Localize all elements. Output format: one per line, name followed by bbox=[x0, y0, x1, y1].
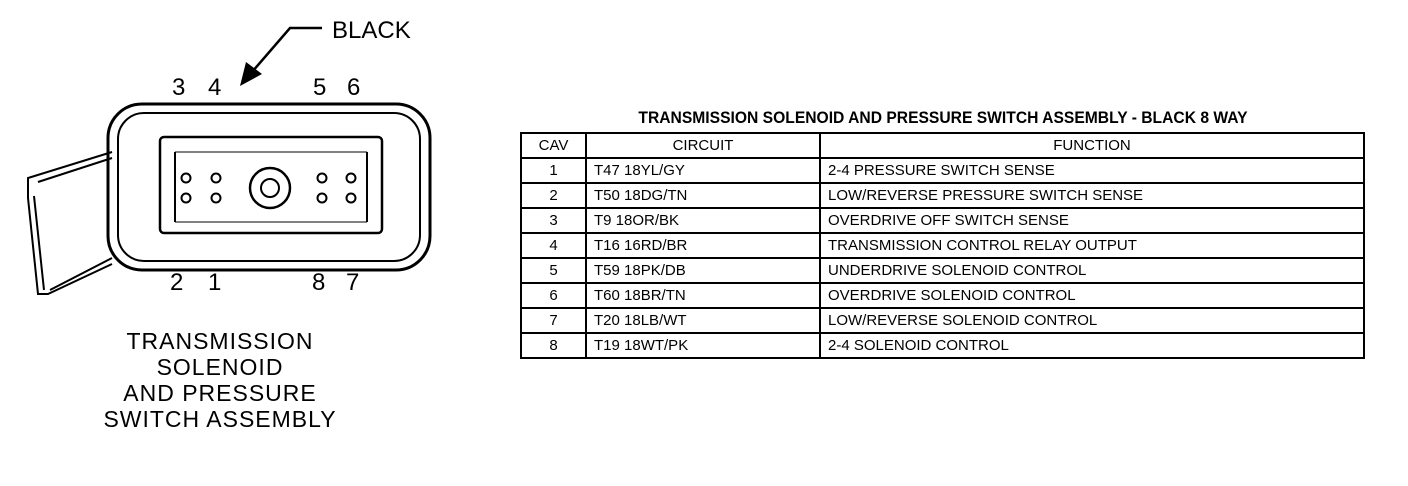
table-body bbox=[521, 158, 1364, 358]
function-cell: LOW/REVERSE PRESSURE SWITCH SENSE bbox=[820, 183, 1364, 208]
pin-label-5: 5 bbox=[313, 74, 327, 101]
cavity-4 bbox=[212, 174, 221, 183]
connector-diagram bbox=[0, 0, 500, 320]
table-row bbox=[521, 283, 1364, 308]
cavity-8 bbox=[318, 194, 327, 203]
wire-harness bbox=[28, 152, 112, 294]
header-circuit: CIRCUIT bbox=[586, 133, 820, 158]
cav-cell: 2 bbox=[521, 183, 586, 208]
pin-label-3: 3 bbox=[172, 74, 186, 101]
cavity-3 bbox=[182, 174, 191, 183]
caption-line: TRANSMISSION bbox=[126, 328, 314, 354]
cav-cell: 8 bbox=[521, 333, 586, 358]
center-terminal bbox=[250, 168, 290, 208]
color-callout-arrow bbox=[240, 28, 322, 86]
function-cell: OVERDRIVE SOLENOID CONTROL bbox=[820, 283, 1364, 308]
cavity-2 bbox=[182, 194, 191, 203]
circuit-cell: T20 18LB/WT bbox=[586, 308, 820, 333]
function-cell: OVERDRIVE OFF SWITCH SENSE bbox=[820, 208, 1364, 233]
function-cell: TRANSMISSION CONTROL RELAY OUTPUT bbox=[820, 233, 1364, 258]
circuit-cell: T60 18BR/TN bbox=[586, 283, 820, 308]
pinout-table bbox=[520, 132, 1365, 359]
header-cav: CAV bbox=[521, 133, 586, 158]
caption-line: AND PRESSURE bbox=[123, 380, 317, 406]
function-cell: UNDERDRIVE SOLENOID CONTROL bbox=[820, 258, 1364, 283]
function-cell: 2-4 PRESSURE SWITCH SENSE bbox=[820, 158, 1364, 183]
terminal-cavities bbox=[182, 174, 356, 203]
connector-color-label: BLACK bbox=[332, 17, 411, 44]
table-header-row bbox=[521, 133, 1364, 158]
table-title: TRANSMISSION SOLENOID AND PRESSURE SWITCH ASSEMBLY - BLACK 8 WAY bbox=[638, 108, 1248, 127]
circuit-cell: T9 18OR/BK bbox=[586, 208, 820, 233]
circuit-cell: T16 16RD/BR bbox=[586, 233, 820, 258]
table-row bbox=[521, 158, 1364, 183]
pin-label-7: 7 bbox=[346, 269, 360, 296]
pin-label-2: 2 bbox=[170, 269, 184, 296]
table-row bbox=[521, 258, 1364, 283]
function-cell: 2-4 SOLENOID CONTROL bbox=[820, 333, 1364, 358]
table-row bbox=[521, 308, 1364, 333]
circuit-cell: T59 18PK/DB bbox=[586, 258, 820, 283]
cav-cell: 7 bbox=[521, 308, 586, 333]
cav-cell: 6 bbox=[521, 283, 586, 308]
table-row bbox=[521, 183, 1364, 208]
header-function: FUNCTION bbox=[820, 133, 1364, 158]
caption-line: SOLENOID bbox=[156, 354, 284, 380]
cav-cell: 5 bbox=[521, 258, 586, 283]
cavity-6 bbox=[347, 174, 356, 183]
caption-line: SWITCH ASSEMBLY bbox=[103, 406, 337, 432]
table-row bbox=[521, 208, 1364, 233]
cav-cell: 4 bbox=[521, 233, 586, 258]
pin-label-6: 6 bbox=[347, 74, 361, 101]
table-row bbox=[521, 233, 1364, 258]
circuit-cell: T47 18YL/GY bbox=[586, 158, 820, 183]
pin-label-1: 1 bbox=[208, 269, 222, 296]
cav-cell: 1 bbox=[521, 158, 586, 183]
cav-cell: 3 bbox=[521, 208, 586, 233]
function-cell: LOW/REVERSE SOLENOID CONTROL bbox=[820, 308, 1364, 333]
cavity-1 bbox=[212, 194, 221, 203]
circuit-cell: T50 18DG/TN bbox=[586, 183, 820, 208]
circuit-cell: T19 18WT/PK bbox=[586, 333, 820, 358]
pin-label-8: 8 bbox=[312, 269, 326, 296]
connector-housing bbox=[108, 104, 430, 270]
cavity-5 bbox=[318, 174, 327, 183]
pin-label-4: 4 bbox=[208, 74, 222, 101]
connector-caption bbox=[70, 328, 370, 432]
table-row bbox=[521, 333, 1364, 358]
cavity-7 bbox=[347, 194, 356, 203]
